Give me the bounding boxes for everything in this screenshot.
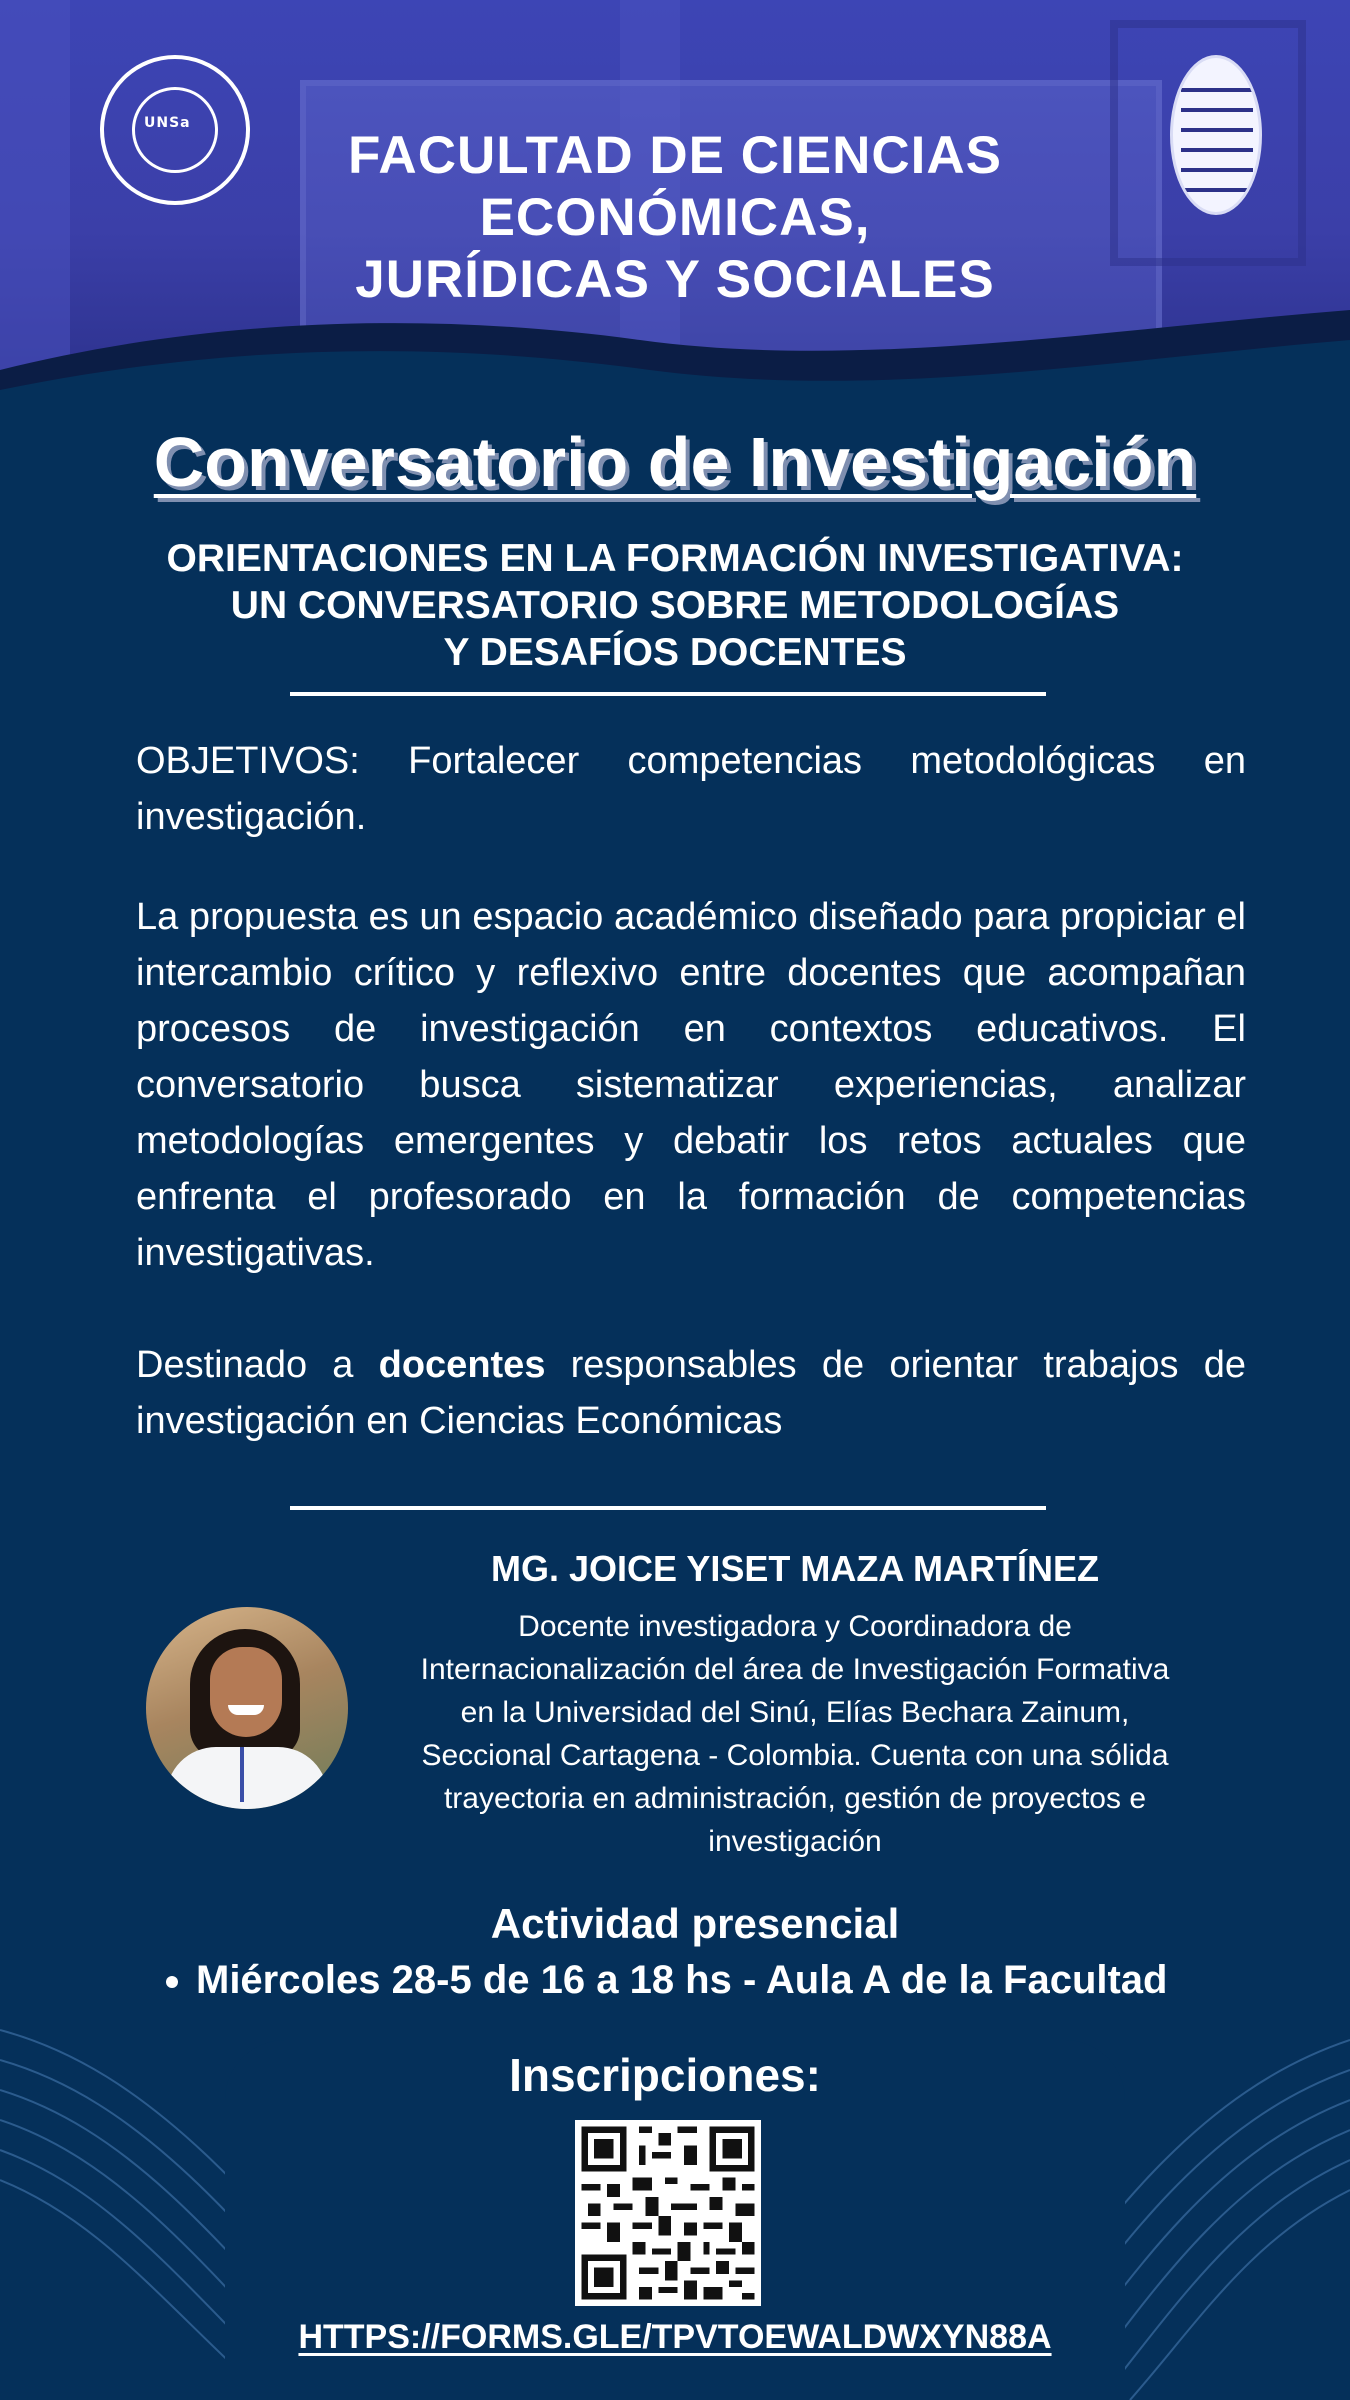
photo-face [210, 1647, 282, 1737]
speaker-bio [380, 1605, 1210, 1863]
bio-line: investigación [708, 1825, 882, 1858]
logo-stripe [1181, 108, 1253, 112]
seal-text: UNSa [144, 115, 191, 131]
event-subtitle [0, 535, 1350, 676]
bio-line: en la Universidad del Sinú, Elías Bechara Zainum, [460, 1696, 1130, 1729]
bio-line: Docente investigadora y Coordinadora de [518, 1610, 1072, 1643]
bio-line: Internacionalización del área de Investigación Formativa [420, 1653, 1170, 1686]
bio-line: Seccional Cartagena - Colombia. Cuenta con una sólida [421, 1739, 1169, 1772]
subtitle-line: UN CONVERSATORIO SOBRE METODOLOGÍAS [230, 584, 1120, 627]
subtitle-line: Y DESAFÍOS DOCENTES [443, 631, 907, 674]
registration-link[interactable]: HTTPS://FORMS.GLE/TPVTOEWALDWXYN88A [298, 2318, 1052, 2356]
faculty-title-line: FACULTAD DE CIENCIAS [347, 126, 1003, 185]
photo-smile [228, 1705, 264, 1715]
activity-label: Actividad presencial [490, 1900, 900, 1947]
event-title: Conversatorio de Investigación [153, 423, 1197, 501]
faculty-title-line: ECONÓMICAS, [479, 188, 871, 247]
audience-prefix: Destinado a [136, 1344, 379, 1386]
qr-code[interactable] [575, 2120, 761, 2306]
photo-shirt [166, 1747, 328, 1809]
subtitle-line: ORIENTACIONES EN LA FORMACIÓN INVESTIGATIVA: [166, 537, 1184, 580]
activity-list [150, 1958, 1167, 2003]
speaker-photo [146, 1607, 348, 1809]
divider [290, 692, 1046, 696]
speaker-name: MG. JOICE YISET MAZA MARTÍNEZ [490, 1548, 1100, 1589]
logo-stripe [1181, 88, 1253, 92]
audience-highlight: docentes [378, 1344, 546, 1386]
faculty-title-line: JURÍDICAS Y SOCIALES [355, 250, 995, 309]
audience-text [136, 1337, 1246, 1449]
faculty-title [0, 125, 1350, 311]
activity-details: • Miércoles 28-5 de 16 a 18 hs - Aula A de la Facultad [196, 1958, 1167, 2003]
header-wave [0, 300, 1350, 440]
divider [290, 1506, 1046, 1510]
description-text: La propuesta es un espacio académico diseñado para propiciar el intercambio crítico y reflexivo entre docentes que acompañan procesos de investigación en contextos educativos. El conversatorio busca sistematizar experiencias, analizar metodologías emergentes y debatir los retos actuales que enfrenta el profesorado en la formación de competencias investigativas. [136, 896, 1246, 1274]
objectives-text: OBJETIVOS: Fortalecer competencias metodológicas en investigación. [136, 740, 1246, 838]
photo-lanyard [240, 1747, 244, 1802]
registration-label: Inscripciones: [509, 2049, 821, 2101]
bio-line: trayectoria en administración, gestión de proyectos e [443, 1782, 1147, 1815]
audience-suffix: responsables de orientar trabajos de investigación en Ciencias Económicas [136, 1344, 1246, 1442]
